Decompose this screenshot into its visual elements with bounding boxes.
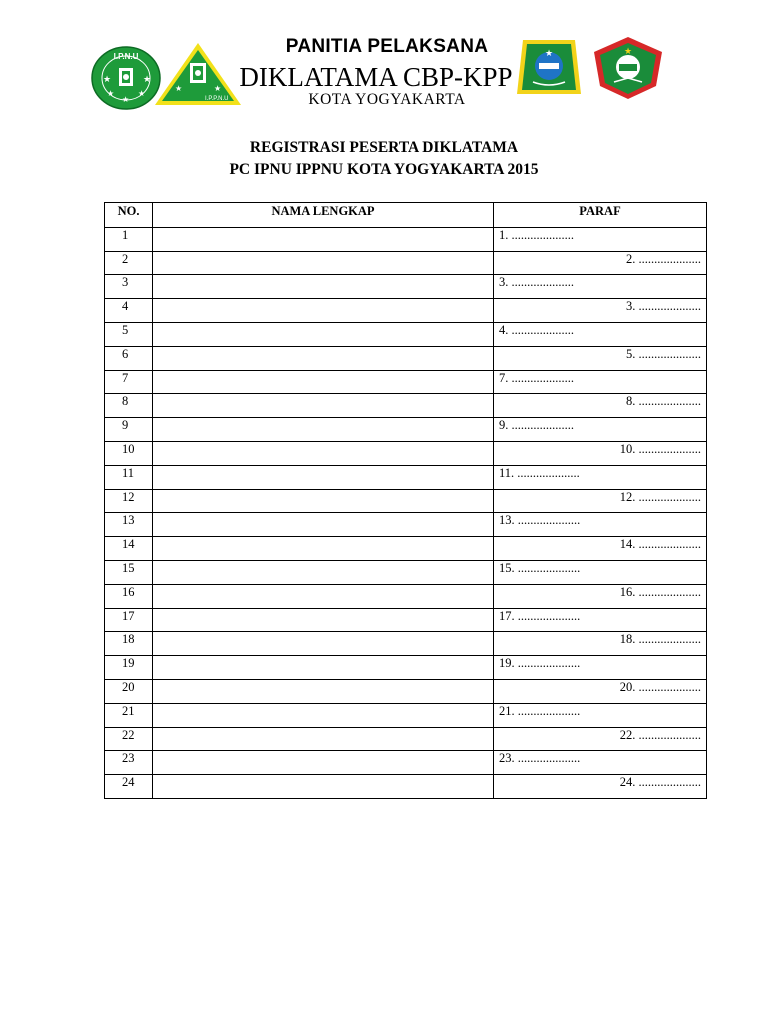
name-cell[interactable] (153, 489, 494, 513)
name-cell[interactable] (153, 656, 494, 680)
row-number: 9 (105, 418, 153, 442)
column-header-no: NO. (105, 203, 153, 228)
table-row (105, 322, 707, 346)
row-number: 18 (105, 632, 153, 656)
column-header-paraf: PARAF (494, 203, 707, 228)
table-row (105, 656, 707, 680)
table-row (105, 513, 707, 537)
name-cell[interactable] (153, 560, 494, 584)
signature-cell[interactable]: 10. .................... (494, 441, 707, 465)
signature-cell[interactable]: 2. .................... (494, 251, 707, 275)
row-number: 14 (105, 537, 153, 561)
signature-cell[interactable]: 14. .................... (494, 537, 707, 561)
madrasah-logo (592, 36, 664, 100)
table-row (105, 441, 707, 465)
row-number: 19 (105, 656, 153, 680)
table-row (105, 346, 707, 370)
row-number: 10 (105, 441, 153, 465)
signature-cell[interactable]: 8. .................... (494, 394, 707, 418)
table-row (105, 251, 707, 275)
column-header-nama: NAMA LENGKAP (153, 203, 494, 228)
svg-text:★: ★ (103, 74, 112, 84)
row-number: 1 (105, 227, 153, 251)
signature-cell[interactable]: 4. .................... (494, 322, 707, 346)
table-row (105, 727, 707, 751)
table-row (105, 489, 707, 513)
table-row (105, 537, 707, 561)
table-body (105, 227, 707, 798)
table-row (105, 584, 707, 608)
name-cell[interactable] (153, 251, 494, 275)
row-number: 24 (105, 775, 153, 799)
name-cell[interactable] (153, 751, 494, 775)
table-row (105, 775, 707, 799)
svg-text:I.P.N.U: I.P.N.U (113, 52, 139, 61)
organizer-heading: PANITIA PELAKSANA (285, 36, 489, 57)
svg-text:★: ★ (623, 46, 633, 56)
registration-table (104, 202, 707, 799)
signature-cell[interactable]: 9. .................... (494, 418, 707, 442)
table-row (105, 418, 707, 442)
name-cell[interactable] (153, 418, 494, 442)
svg-text:★: ★ (107, 89, 115, 98)
name-cell[interactable] (153, 537, 494, 561)
name-cell[interactable] (153, 727, 494, 751)
name-cell[interactable] (153, 679, 494, 703)
name-cell[interactable] (153, 322, 494, 346)
row-number: 22 (105, 727, 153, 751)
signature-cell[interactable]: 12. .................... (494, 489, 707, 513)
svg-text:★: ★ (175, 84, 183, 93)
table-row (105, 227, 707, 251)
signature-cell[interactable]: 18. .................... (494, 632, 707, 656)
name-cell[interactable] (153, 299, 494, 323)
table-row (105, 703, 707, 727)
name-cell[interactable] (153, 465, 494, 489)
row-number: 7 (105, 370, 153, 394)
name-cell[interactable] (153, 394, 494, 418)
table-row (105, 632, 707, 656)
svg-text:★: ★ (143, 74, 152, 84)
row-number: 4 (105, 299, 153, 323)
signature-cell[interactable]: 5. .................... (494, 346, 707, 370)
table-row (105, 394, 707, 418)
name-cell[interactable] (153, 703, 494, 727)
table-row (105, 560, 707, 584)
table-row (105, 275, 707, 299)
row-number: 20 (105, 679, 153, 703)
name-cell[interactable] (153, 346, 494, 370)
name-cell[interactable] (153, 775, 494, 799)
table-row (105, 679, 707, 703)
city-heading: KOTA YOGYAKARTA (308, 91, 466, 108)
svg-text:★: ★ (122, 95, 130, 104)
table-row (105, 370, 707, 394)
name-cell[interactable] (153, 275, 494, 299)
signature-cell[interactable]: 1. .................... (494, 227, 707, 251)
table-row (105, 751, 707, 775)
row-number: 23 (105, 751, 153, 775)
name-cell[interactable] (153, 632, 494, 656)
svg-text:★: ★ (544, 48, 554, 58)
signature-cell[interactable]: 21. .................... (494, 703, 707, 727)
signature-cell[interactable]: 23. .................... (494, 751, 707, 775)
row-number: 13 (105, 513, 153, 537)
row-number: 8 (105, 394, 153, 418)
table-row (105, 299, 707, 323)
name-cell[interactable] (153, 513, 494, 537)
name-cell[interactable] (153, 608, 494, 632)
signature-cell[interactable]: 3. .................... (494, 275, 707, 299)
svg-text:I.P.P.N.U: I.P.P.N.U (205, 96, 229, 102)
name-cell[interactable] (153, 370, 494, 394)
table-header-row (105, 203, 707, 228)
table-row (105, 465, 707, 489)
row-number: 5 (105, 322, 153, 346)
signature-cell[interactable]: 13. .................... (494, 513, 707, 537)
document-subtitle: PC IPNU IPPNU KOTA YOGYAKARTA 2015 (229, 161, 539, 178)
signature-cell[interactable]: 16. .................... (494, 584, 707, 608)
signature-cell[interactable]: 11. .................... (494, 465, 707, 489)
row-number: 6 (105, 346, 153, 370)
signature-cell[interactable]: 20. .................... (494, 679, 707, 703)
svg-text:★: ★ (138, 89, 146, 98)
row-number: 2 (105, 251, 153, 275)
signature-cell[interactable]: 15. .................... (494, 560, 707, 584)
signature-cell[interactable]: 3. .................... (494, 299, 707, 323)
signature-cell[interactable]: 24. .................... (494, 775, 707, 799)
ipnu-logo (91, 46, 161, 110)
row-number: 12 (105, 489, 153, 513)
row-number: 11 (105, 465, 153, 489)
row-number: 17 (105, 608, 153, 632)
name-cell[interactable] (153, 227, 494, 251)
document-title: REGISTRASI PESERTA DIKLATAMA (249, 139, 519, 156)
row-number: 21 (105, 703, 153, 727)
row-number: 3 (105, 275, 153, 299)
event-heading: DIKLATAMA CBP-KPP (239, 62, 513, 92)
row-number: 16 (105, 584, 153, 608)
name-cell[interactable] (153, 441, 494, 465)
table-row (105, 608, 707, 632)
signature-cell[interactable]: 7. .................... (494, 370, 707, 394)
signature-cell[interactable]: 17. .................... (494, 608, 707, 632)
signature-cell[interactable]: 22. .................... (494, 727, 707, 751)
name-cell[interactable] (153, 584, 494, 608)
svg-text:★: ★ (214, 84, 222, 93)
row-number: 15 (105, 560, 153, 584)
signature-cell[interactable]: 19. .................... (494, 656, 707, 680)
